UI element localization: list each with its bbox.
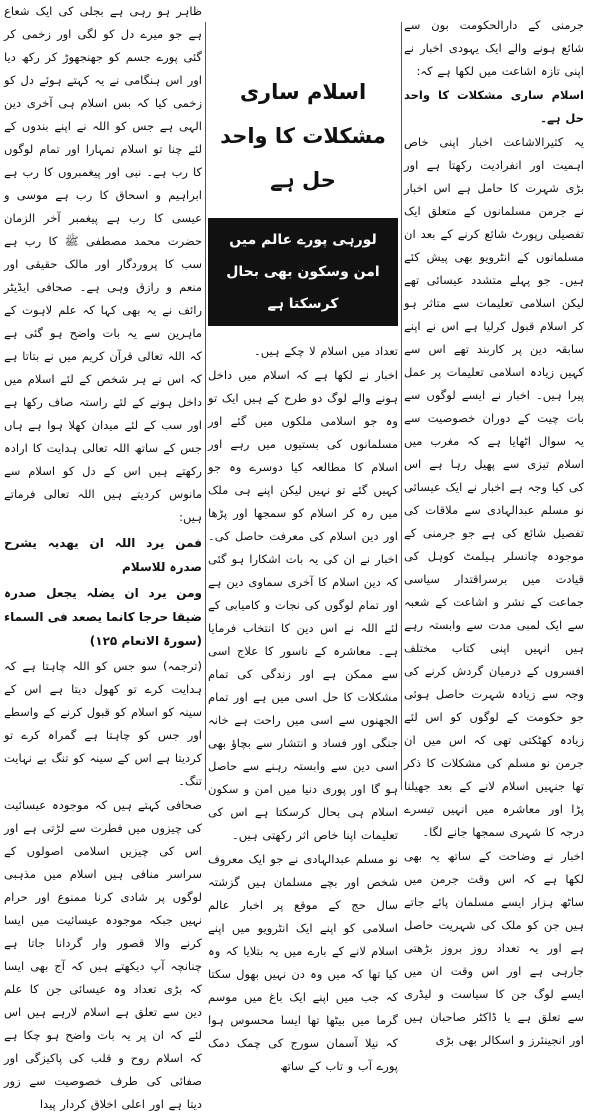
right-column — [404, 0, 584, 1047]
body-paragraph: ظاہر ہو رہی ہے بجلی کی ایک شعاع ہے جو میرے دل کو لگی اور زخمی کر گئی پورے جسم کو جھنجھوڑ کر رکھ دیا اور اس ہنگامی نے یہ کہتے ہوئے دل کو زخمی کیا کہ بس اسلام ہی آخری دین الہی ہے جس کو اللہ نے اپنے بندوں کے لئے چنا تو اسلام تمہارا اور تمام لوگوں کا رب ہے۔ نبی اور پیغمبروں کا رب ہے ابراہیم و اسحاق کا رب ہے موسی و عیسی کا رب ہے پیغمبر آخر الزمان حضرت محمد مصطفی ﷺ کا رب ہے سب کا پروردگار اور مالک حقیقی اور منعم و رازق وہی ہے۔ صحافی ایڈیٹر رائف نے یہ بھی کہا کہ علم لاہوت کے ماہرین سے یہ بات واضح ہو گئی ہے کہ اللہ تعالی قرآن کریم میں نے بتاتا ہے کہ اس نے ہر شخص کے لئے اسلام میں داخل ہونے کے لئے راستہ صاف رکھا ہے اور سب کے لئے میدان کھلا ہوا ہے ہاں جس کے ساتھ اللہ تعالی ہدایت کا ارادہ رکھتے ہیں اس کے دل کو اسلام سے مانوس کردیتے ہیں اللہ تعالی فرماتے ہیں: — [4, 4, 202, 524]
sub-headline-band: لورہی پورے عالم میں امن وسکون بھی بحال کرسکتا ہے — [208, 218, 398, 326]
column-divider-right — [401, 22, 402, 790]
intro-paragraph: جرمنی کے دارالحکومت بون سے شائع ہونے والے ایک یہودی اخبار نے اپنی تازہ اشاعت میں لکھا ہے کہ: — [404, 18, 584, 78]
body-paragraph: یہ کثیرالاشاعت اخبار اپنی خاص اہمیت اور انفرادیت رکھتا ہے اور بڑی شہرت کا حامل ہے اس اخبار نے جرمن مسلمانوں کے متعلق ایک تفصیلی رپورٹ شائع کرنے کے بعد ان مسلمانوں کے انٹرویو بھی پیش کئے ہیں۔ جو پہلے متشدد عیسائی تھے لیکن اسلامی تعلیمات سے متاثر ہو کر اسلام قبول کرلیا ہے اس نے اپنے سابقہ دین پر کاربند تھے اس سے کہیں زیادہ اسلامی تعلیمات پر عمل پیرا ہیں۔ اخبار نے ایسے لوگوں سے بات چیت کے دوران خصوصیت سے یہ سوال اٹھایا ہے کہ مغرب میں اسلام تیزی سے پھیل رہا ہے اس کی کیا وجہ ہے اخبار نے ایک عیسائی نو مسلم عبدالہادی سے ملاقات کی تفصیل شائع کی ہے جو جرمنی کے موجودہ چانسلر ہیلمٹ کوہل کی قیادت میں برسراقتدار سیاسی جماعت کے نشر و اشاعت کے شعبہ سے ایک لمبی مدت سے وابستہ رہے ہیں انہیں اپنی کتاب مختلف افسروں کے درمیان گردش کرنے کی وجہ سے زیادہ شہرت حاصل ہوئی جو حکومت کے لوگوں کو اس لئے زیادہ کھٹکتی تھی کہ اس میں ان جرمن نو مسلم کی مشکلات کا ذکر تھا جنہیں اسلام لانے کے بعد جھیلنا پڑا اور معاشرہ میں انہیں تیسرے درجہ کا شہری سمجھا جانے لگا۔ — [404, 135, 584, 839]
quran-verse-line-1: فمن یرد اللہ ان یھدیہ یشرح صدرہ للاسلام — [4, 536, 202, 574]
translation-paragraph: (ترجمہ) سو جس کو اللہ چاہتا ہے کہ ہدایت کرے تو کھول دیتا ہے اس کے سینہ کو اسلام کو قبول کرنے کے واسطے اور جس کو چاہتا ہے گمراہ کرے تو کردیتا ہے اس کے سینہ کو تنگ بے نہایت تنگ۔ — [4, 659, 202, 788]
body-paragraph: تعداد میں اسلام لا چکے ہیں۔ — [253, 344, 398, 358]
body-paragraph: اخبار نے لکھا ہے کہ اسلام میں داخل ہونے والے لوگ دو طرح کے ہیں ایک تو وہ جو اسلامی ملکوں میں گئے اور مسلمانوں کی بستیوں میں رہے اور اسلام کا مطالعہ کیا دوسرے وہ جو کہیں گئے تو نہیں لیکن اپنے ہی ملک میں رہ کر اسلام کو سمجھا اور پڑھا اور دین اسلام کی معرفت حاصل کی۔ اخبار نے ان کی یہ بات اشکارا ہو گئی کہ دین اسلام کا آخری سماوی دین ہے اور تمام لوگوں کی نجات و کامیابی کے لئے اللہ نے اس دین کا انتخاب فرمایا ہے۔ معاشرہ کے ناسور کا علاج اسی سے ممکن ہے اور زندگی کی تمام مشکلات کا حل اسی میں ہے اور تمام الجھنوں سے اسی میں راحت ہے خانہ جنگی اور فساد و انتشار سے بچاؤ بھی اسی دین سے وابستہ رہنے سے حاصل ہو گا اور پوری دنیا میں امن و سکون اسلام ہی بحال کرسکتا ہے اس کی تعلیمات اپنا خاص اثر رکھتی ہیں۔ — [208, 368, 398, 842]
quote-line: اسلام ساری مشکلات کا واحد حل ہے۔ — [404, 88, 584, 125]
body-paragraph: صحافی کہتے ہیں کہ موجودہ عیسائیت کی چیزوں میں فطرت سے لڑتی ہے اور اس کی چیزیں اسلامی اصولوں کے سراسر منافی ہیں اسلام میں مذہبی لوگوں پر شادی کرنا ممنوع اور حرام نہیں جبکہ موجودہ عیسائیت میں ایسا کرنے والا قصور وار گردانا جاتا ہے چنانچہ آپ دیکھتے ہیں کہ آج بھی ایسا کہ بڑی تعداد وہ عیسائی جن کا علم دین سے تعلق ہے اسلام لارہے ہیں اس لئے کہ ان پر یہ بات واضح ہو چکا ہے کہ اسلام روح و قلب کی پاکیزگی اور صفائی کی طرف خصوصیت سے زور دیتا ہے اور اعلی اخلاق کردار پیدا — [4, 798, 202, 1111]
article-headline: اسلام ساری مشکلات کا واحد حل ہے — [220, 80, 386, 192]
quran-verse-line-2: ومن یرد ان یضلہ یجعل صدرہ ضیقا حرجا کانما یصعد فی السماء (سورۃ الانعام ۱۲۵) — [4, 586, 202, 648]
body-paragraph: نو مسلم عبدالہادی نے جو ایک معروف شخص اور بچے مسلمان ہیں گزشتہ سال حج کے موقع پر اخبار عالم اسلامی کو اپنے ایک انٹرویو میں اپنے اسلام لانے کے بارے میں یہ بتلایا کہ وہ کیا تھا کہ میں وہ دن نہیں بھول سکتا کہ جب میں اپنے ایک باغ میں موسم گرما میں بیٹھا تھا ایسا محسوس ہوا کہ نیلا آسمان سورج کی چمک دمک پورے آب و تاب کے ساتھ — [208, 852, 398, 1073]
middle-column — [208, 0, 398, 1073]
column-divider-left — [205, 22, 206, 790]
left-column — [4, 0, 202, 1111]
body-paragraph: اخبار نے وضاحت کے ساتھ یہ بھی لکھا ہے کہ اس وقت جرمن میں ساٹھ ہزار ایسے مسلمان پائے جاتے ہیں جن کو ملک کی شہریت حاصل ہے اور یہ تعداد روز بروز بڑھتی جارہی ہے اور اس وقت ان میں ایسے لوگ جن کا سیاست و لیڈری سے تعلق ہے یا ڈاکٹر صاحبان ہیں اور انجینئرز و اسکالر بھی بڑی — [404, 849, 584, 1047]
